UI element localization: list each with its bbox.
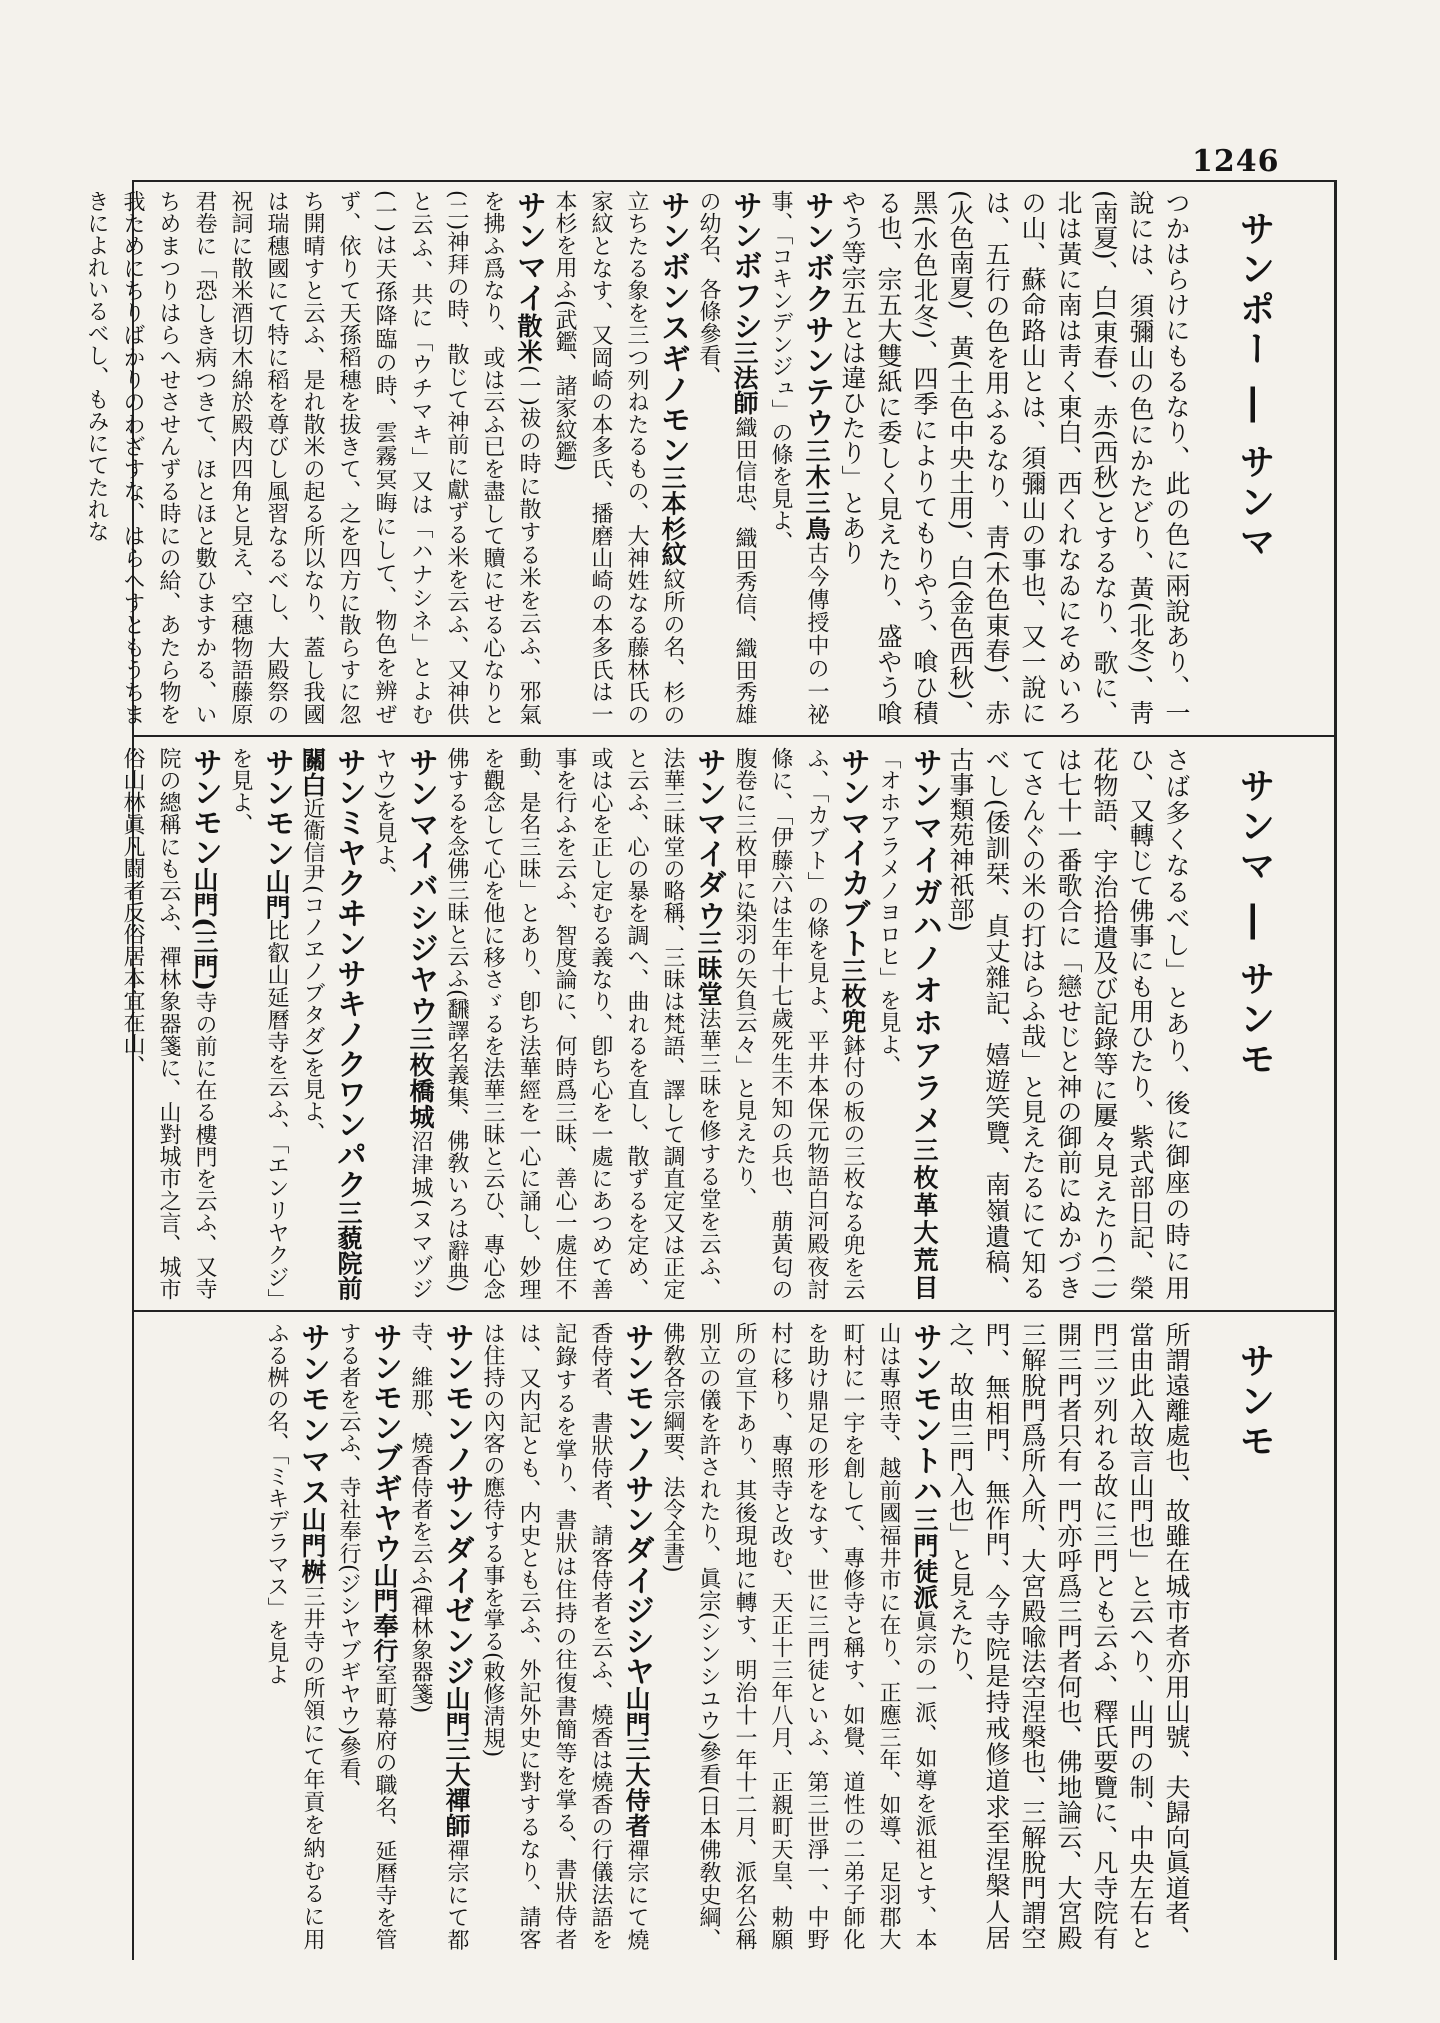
entry-kanji: 山門三大侍者	[622, 1686, 651, 1839]
entry-headword: サンマイガハノオホアラメ	[907, 747, 942, 1138]
dictionary-entry	[402, 1322, 474, 1950]
entry-headword: サンボクサンテウ	[799, 190, 834, 438]
entry-headword: サンモンブギヤウ	[367, 1322, 402, 1563]
tier-body	[120, 747, 1194, 1301]
entry-text: 法華三昧を修する堂を云ふ、法華三昧堂の略稱、三昧は梵語、譯して調直定又は正定と云ふ、心の暴を調へ、曲れるを直し、散ずるを定め、或は心を正し定むる義なり、卽ち心を一處にあつめて善事を行ふを云ふ、智度論に、何時爲三昧、善心一處住不動、是名三昧」とあり、卽ち法華經を一心に誦し、妙理を觀念して心を他に移さゞるを法華三昧と云ひ、專心念佛するを念佛三昧と云ふ(飜譯名義集、佛敎いろは辭典)	[444, 747, 721, 1301]
entry-text: 古今傳授中の一祕事、「コキンデンジュ」の條を見よ、	[768, 190, 829, 725]
dictionary-entry	[366, 747, 438, 1300]
tier-3	[134, 1312, 1334, 1960]
dictionary-entry	[114, 747, 222, 1300]
entry-kanji: 三枚革大荒目	[910, 1137, 939, 1301]
dictionary-entry	[762, 190, 834, 725]
entry-kanji: 散米	[514, 313, 543, 365]
dictionary-entry	[294, 747, 366, 1300]
tier-body	[84, 190, 1194, 726]
entry-text: 鉢付の板の三枚なる兜を云ふ、「カブト」の條を見よ、平井本保元物語白河殿夜討條に、「伊藤六は生年十七歲死生不知の兵也、萠黃匂の腹卷に三枚甲に染羽の矢負云々」と見えたり、	[732, 747, 865, 1301]
entry-headword: サンマイバシジヤウ	[403, 747, 438, 1027]
entry-headword: サンモントハ	[907, 1322, 942, 1507]
dictionary-entry	[222, 747, 294, 1300]
entry-kanji: 三昧堂	[694, 930, 723, 1008]
entry-kanji: 山門三大禪師	[442, 1686, 471, 1839]
entry-text: 沼津城(ヌマヅジヤウ)を見よ、	[372, 747, 433, 1301]
running-head: サンポー ― サンマ	[1234, 210, 1275, 564]
entry-text: (一)祓の時に散する米を云ふ、邪氣を拂ふ爲なり、或は云ふ已を盡して贖にせる心なりと(二)神拜の時、散じて神前に獻ずる米を云ふ、又神供と云ふ、共に「ウチマキ」又は「ハナシネ」とよむ(一)は天孫降臨の時、雲霧冥晦にして、物色を辨ぜず、依りて天孫稻穗を拔きて、之を四方に散らすに忽ち開晴すと云ふ、是れ散米の起る所以なり、蓋し我國は瑞穗國にて特に稻を尊びし風習なるべし、大殿祭の祝詞に散米酒切木綿於殿内四角と見え、空穗物語藤原君卷に「恐しき病つきて、ほとほと數ひますかる、いちめまつりはらへせさせんずる時にの給、あたら物を我ためにちりばかりのわざすな、はらへすともうちまきによれいるべし、もみにてたれな	[84, 190, 541, 726]
running-head: サンマ ― サンモ	[1234, 767, 1275, 1081]
dictionary-entry	[942, 747, 1194, 1300]
tier-body	[142, 1322, 1194, 1950]
entry-headword: サンモンノサンダイジシヤ	[619, 1322, 654, 1687]
entry-kanji: 三枚兜	[838, 958, 867, 1034]
entry-kanji: 山門奉行	[370, 1562, 399, 1664]
dictionary-entry	[942, 1322, 1194, 1950]
entry-text: 織田信忠、織田秀信、織田秀雄の幼名、各條參看、	[696, 190, 757, 726]
dictionary-entry	[690, 190, 762, 725]
entry-text: 禪宗にて都寺、維那、燒香侍者を云ふ(禪林象器箋)	[408, 1322, 469, 1951]
entry-headword: サンモン	[187, 747, 222, 868]
page-number: 1246	[1192, 144, 1280, 179]
dictionary-entry	[474, 1322, 654, 1950]
entry-headword: サンミヤクヰンサキノクワンパク	[331, 747, 366, 1200]
dictionary-entry	[78, 190, 546, 725]
entry-text: 禪宗にて燒香侍者、書狀侍者、請客侍者を云ふ、燒香は燒香の行儀法語を記錄するを掌り、書狀は住持の往復書簡等を掌る、書狀侍者は、又内記とも、内史とも云ふ、外記外史に對するなり、請客は住持の內客の應待する事を掌る(敕修淸規)	[480, 1322, 649, 1951]
entry-text: 寺の前に在る樓門を云ふ、又寺院の總稱にも云ふ、禪林象器箋に、山對城市之言、城市俗山林眞凡闘者反俗居本宜在山、	[120, 747, 217, 1300]
dictionary-entry	[654, 1322, 942, 1950]
page-frame	[84, 180, 1337, 1960]
entry-kanji: 三法師	[730, 340, 759, 416]
entry-headword: サンマイダウ	[691, 747, 726, 931]
entry-headword: サンマイ	[511, 190, 546, 314]
tier-1	[84, 180, 1334, 735]
entry-text: 室町幕府の職名、延曆寺を管する者を云ふ、寺社奉行(ジシヤブギヤウ)參看、	[336, 1322, 397, 1951]
entry-kanji: 山門桝	[298, 1507, 327, 1585]
entry-headword: サンモン	[259, 747, 294, 869]
entry-headword: サンモンマス	[295, 1322, 330, 1508]
entry-kanji: 三藐院前關白	[298, 747, 363, 1301]
entry-text: 近衞信尹(コノヱノブタダ)を見よ、	[300, 797, 325, 1145]
dictionary-entry	[834, 190, 1194, 725]
entry-text: 比叡山延曆寺を云ふ、「エンリヤクジ」を見よ、	[228, 747, 289, 1301]
dictionary-entry	[546, 190, 690, 725]
entry-text: 眞宗の一派、如導を派祖とす、本山は專照寺、越前國福井市に在り、正應三年、如導、足羽郡大町村に一宇を創して、專修寺と稱す、如覺、道性の二弟子師化を助け鼎足の形をなす、世に三門徒といふ、第三世淨一、中野村に移り、專照寺と改む、天正十三年八月、正親町天皇、勅願所の宣下あり、其後現地に轉す、明治十一年十二月、派名公稱別立の儀を許されたり、眞宗(シンシユウ)參看(日本佛敎史綱、佛敎各宗綱要、法令全書)	[660, 1322, 937, 1951]
entry-kanji: 三門徒派	[910, 1506, 939, 1610]
entry-text: さば多くなるべし」とあり、後に御座の時に用ひ、又轉じて佛事にも用ひたり、紫式部日記、榮花物語、宇治拾遺及び記錄等に屢々見えたり(二)は七十一番歌合に「戀せじと神の御前にぬかづきてさんぐの米の打はらふ哉」と見えたるにて知るべし(倭訓栞、貞丈雜記、嬉遊笑覽、南嶺遺稿、古事類苑神祇部)	[946, 747, 1191, 1300]
entry-text: 「オホアラメノヨロヒ」を見よ、	[876, 747, 901, 1077]
entry-text: つかはらけにもるなり、此の色に兩說あり、一說には、須彌山の色にかたどり、黃(北冬)、靑(南夏)、白(東春)、赤(西秋)とするなり、歌に、北は黃に南は靑く東白、西くれなゐにそめいろの山、蘇命路山とは、須彌山の事也、又一說には、五行の色を用ふるなり、靑(木色東春)、赤(火色南夏)、黃(土色中央土用)、白(金色西秋)、黑(水色北冬)、四季によりてもりやう、喰ひ積る也、宗五大雙紙に委しく見えたり、盛やう喰やう等宗五とは違ひたり」とあり	[838, 190, 1191, 725]
entry-headword: サンボフシ	[727, 190, 762, 341]
entry-text: 所謂遠離處也、故雖在城市者亦用山號、夫歸向眞道者、當由此入故言山門也」と云へり、山門の制、中央左右と門三ツ列れる故に三門とも云ふ、釋氏要覽に、凡寺院有開三門者只有一門亦呼爲三門者何也、佛地論云、大宮殿三解脫門爲所入所、大宮殿喩法空涅槃也、三解脫門謂空門、無相門、無作門、今寺院是持戒修道求至涅槃人居之、故由三門入也」と見えたり、	[946, 1322, 1191, 1950]
running-head: サンモ	[1234, 1342, 1275, 1462]
entry-headword: サンモンノサンダイゼンジ	[439, 1322, 474, 1687]
entry-text: 紋所の名、杉の立ちたる象を三つ列ねたるもの、大神姓なる藤林氏の家紋となす、又岡崎の本多氏、播磨山崎の本多氏は一本杉を用ふ(武鑑、諸家紋鑑)	[552, 190, 685, 726]
entry-kanji: 山門(三門)	[190, 867, 219, 992]
entry-text: 三井寺の所領にて年貢を納むるに用ふる桝の名、「ミキデラマス」を見よ	[264, 1322, 325, 1950]
entry-headword: サンマイカブト	[835, 747, 870, 959]
entry-kanji: 三枚橋城	[406, 1026, 435, 1131]
dictionary-entry	[870, 747, 942, 1300]
dictionary-entry	[438, 747, 726, 1300]
entry-kanji: 山門	[262, 868, 291, 920]
entry-headword: サンボンスギノモン	[655, 190, 690, 466]
tier-2	[120, 737, 1334, 1310]
entry-kanji: 三本杉紋	[658, 465, 687, 568]
entry-kanji: 三木三鳥	[802, 438, 831, 542]
dictionary-entry	[330, 1322, 402, 1950]
dictionary-entry	[726, 747, 870, 1300]
dictionary-entry	[258, 1322, 330, 1950]
